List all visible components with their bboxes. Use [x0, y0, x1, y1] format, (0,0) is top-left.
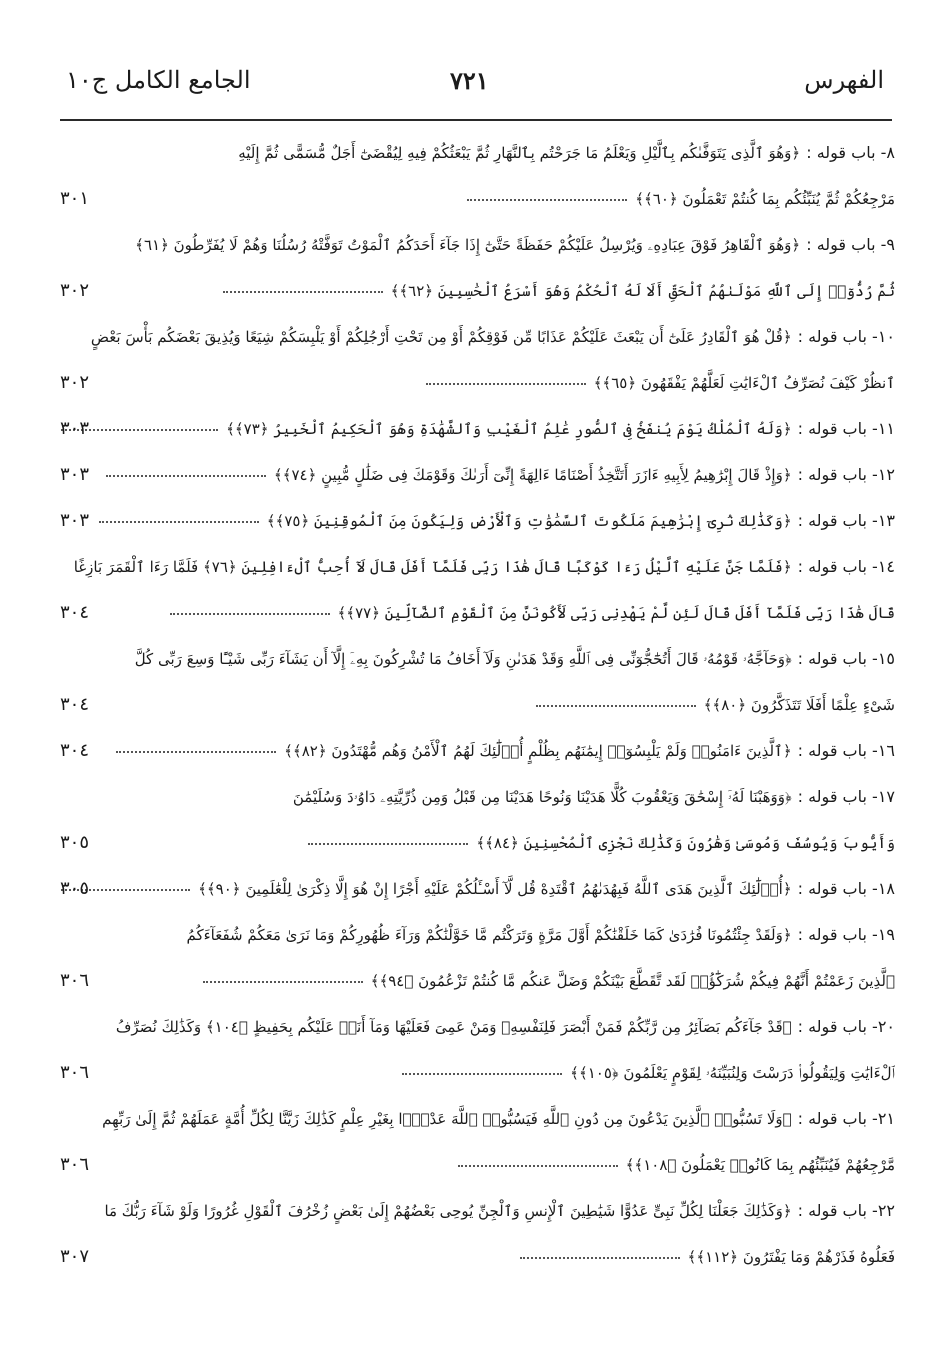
index-entry [60, 912, 895, 1004]
entry-line [60, 728, 895, 774]
entry-verse-text: ﴿وَحَآجَّهُۥ قَوْمُهُۥ قَالَ أَتُحَٰٓجُّوٓنِّى فِى ٱللَّهِ وَقَدْ هَدَىٰنِ وَلَآ أَخَافُ مَا تُشْرِكُونَ بِهِۦٓ إِلَّآ أَن يَشَآءَ رَبِّى شَيْـًٔا وَسِعَ رَبِّى كُلَّ [134, 650, 792, 668]
page-number: ٧٢١ [450, 66, 489, 95]
entry-page-number: ٣٠٦ [60, 1062, 90, 1083]
entry-verse-text: ﴿وَكَذَٰلِكَ جَعَلْنَا لِكُلِّ نَبِىٍّ عَدُوًّا شَيَٰطِينَ ٱلْإِنسِ وَٱلْجِنِّ يُوحِى بَعْضُهُمْ إِلَىٰ بَعْضٍ زُخْرُفَ ٱلْقَوْلِ غُرُورًا وَلَوْ شَآءَ رَبُّكَ مَا [104, 1202, 792, 1220]
leader-dots [402, 1073, 562, 1075]
entry-verse-text: شَىْءٍ عِلْمًا أَفَلَا تَتَذَكَّرُونَ ﴿٨٠﴾﴾ [703, 696, 895, 714]
section-title: الفهرس [804, 66, 884, 94]
entry-verse-text: مَّرْجِعُهُمْ فَيُنَبِّئُهُم بِمَا كَانُوا۟ يَعْمَلُونَ ﴿١٠٨﴾﴾ [625, 1156, 895, 1174]
entry-label: ١٠- باب قوله : [797, 327, 895, 346]
entry-page-number: ٣٠٢ [60, 372, 90, 393]
entry-verse-text: قَالَ هَٰذَا رَبِّى فَلَمَّآ أَفَلَ قَالَ لَئِن لَّمْ يَهْدِنِى رَبِّى لَأَكُونَنَّ مِنَ ٱلْقَوْمِ ٱلضَّآلِّينَ ﴿٧٧﴾﴾ [337, 604, 895, 622]
leader-dots [203, 981, 363, 983]
running-title: الجامع الكامل ج١٠ [66, 66, 251, 94]
entry-page-number: ٣٠٦ [60, 1154, 90, 1175]
entry-line [60, 866, 895, 912]
entry-page-number: ٣٠٣ [60, 418, 90, 439]
entry-verse-text: ﴿فَلَمَّا جَنَّ عَلَيْهِ ٱلَّيْلُ رَءَا كَوْكَبًا قَالَ هَٰذَا رَبِّى فَلَمَّآ أَفَلَ قَالَ لَآ أُحِبُّ ٱلْءَافِلِينَ ﴿٧٦﴾ فَلَمَّا رَءَا ٱلْقَمَرَ بَازِغًا [73, 558, 792, 576]
entry-page-number: ٣٠٤ [60, 602, 90, 623]
entry-line [60, 1096, 895, 1142]
entry-line [60, 682, 895, 728]
entry-label: ٢٠- باب قوله : [797, 1017, 895, 1036]
entry-label: ١٤- باب قوله : [797, 557, 895, 576]
entry-page-number: ٣٠٦ [60, 970, 90, 991]
entry-label: ١٢- باب قوله : [797, 465, 895, 484]
entry-line [60, 498, 895, 544]
entry-label: ١٧- باب قوله : [797, 787, 895, 806]
entry-page-number: ٣٠٥ [60, 878, 90, 899]
leader-dots [536, 705, 696, 707]
index-entry [60, 544, 895, 636]
leader-dots [223, 291, 383, 293]
entry-verse-text: ﴿وَلَهُ ٱلْمُلْكُ يَوْمَ يُنفَخُ فِى ٱلصُّورِ عَٰلِمُ ٱلْغَيْبِ وَٱلشَّهَٰدَةِ وَهُوَ ٱلْحَكِيمُ ٱلْخَبِيرُ ﴿٧٣﴾﴾ [226, 420, 792, 438]
entry-label: ٩- باب قوله : [806, 235, 895, 254]
entry-verse-text: ثُمَّ رُدُّوٓا۟ إِلَى ٱللَّهِ مَوْلَىٰهُمُ ٱلْحَقِّ أَلَا لَهُ ٱلْحُكْمُ وَهُوَ أَسْرَعُ ٱلْحَٰسِبِينَ ﴿٦٢﴾﴾ [390, 282, 895, 300]
index-entry [60, 406, 895, 452]
entry-verse-text: ﴿وَلَا تَسُبُّوا۟ ٱلَّذِينَ يَدْعُونَ مِن دُونِ ٱللَّهِ فَيَسُبُّوا۟ ٱللَّهَ عَدْوًۢا بِغَيْرِ عِلْمٍ كَذَٰلِكَ زَيَّنَّا لِكُلِّ أُمَّةٍ عَمَلَهُمْ ثُمَّ إِلَىٰ رَبِّهِم [102, 1110, 792, 1128]
entry-line [60, 958, 895, 1004]
entry-line [60, 820, 895, 866]
entry-page-number: ٣٠٢ [60, 280, 90, 301]
leader-dots [170, 613, 330, 615]
entry-verse-text: ﴿وَهُوَ ٱلَّذِى يَتَوَفَّىٰكُم بِٱلَّيْلِ وَيَعْلَمُ مَا جَرَحْتُم بِٱلنَّهَارِ ثُمَّ يَبْعَثُكُمْ فِيهِ لِيُقْضَىٰٓ أَجَلٌ مُّسَمًّى ثُمَّ إِلَيْهِ [238, 144, 801, 162]
entry-line [60, 1188, 895, 1234]
leader-dots [458, 1165, 618, 1167]
index-entry [60, 1004, 895, 1096]
leader-dots [99, 521, 259, 523]
entry-line [60, 222, 895, 268]
index-entry [60, 866, 895, 912]
leader-dots [308, 843, 468, 845]
entry-verse-text: ﴿وَهُوَ ٱلْقَاهِرُ فَوْقَ عِبَادِهِۦ وَيُرْسِلُ عَلَيْكُمْ حَفَظَةً حَتَّىٰٓ إِذَا جَآءَ أَحَدَكُمُ ٱلْمَوْتُ تَوَفَّتْهُ رُسُلُنَا وَهُمْ لَا يُفَرِّطُونَ ﴿٦١﴾ [135, 236, 801, 254]
entry-page-number: ٣٠٣ [60, 464, 90, 485]
entry-verse-text: ﴿ٱلَّذِينَ ءَامَنُوا۟ وَلَمْ يَلْبِسُوٓا۟ إِيمَٰنَهُم بِظُلْمٍ أُو۟لَٰٓئِكَ لَهُمُ ٱلْأَمْنُ وَهُم مُّهْتَدُونَ ﴿٨٢﴾﴾ [284, 742, 792, 760]
entry-line [60, 636, 895, 682]
entry-line [60, 1142, 895, 1188]
entry-line [60, 130, 895, 176]
entry-label: ١٩- باب قوله : [797, 925, 895, 944]
entry-verse-text: ﴿وَإِذْ قَالَ إِبْرَٰهِيمُ لِأَبِيهِ ءَازَرَ أَتَتَّخِذُ أَصْنَامًا ءَالِهَةً إِنِّىٓ أَرَىٰكَ وَقَوْمَكَ فِى ضَلَٰلٍ مُّبِينٍ ﴿٧٤﴾﴾ [273, 466, 792, 484]
index-entries [60, 130, 895, 1280]
entry-verse-text: ٱلَّذِينَ زَعَمْتُمْ أَنَّهُمْ فِيكُمْ شُرَكَٰٓؤُا۟ لَقَد تَّقَطَّعَ بَيْنَكُمْ وَضَلَّ عَنكُم مَّا كُنتُمْ تَزْعُمُونَ ﴿٩٤﴾﴾ [370, 972, 895, 990]
entry-verse-text: فَعَلُوهُ فَذَرْهُمْ وَمَا يَفْتَرُونَ ﴿١١٢﴾﴾ [687, 1248, 895, 1266]
entry-verse-text: ٱنظُرْ كَيْفَ نُصَرِّفُ ٱلْءَايَٰتِ لَعَلَّهُمْ يَفْقَهُونَ ﴿٦٥﴾﴾ [593, 374, 895, 392]
entry-line [60, 590, 895, 636]
entry-line [60, 544, 895, 590]
entry-line [60, 774, 895, 820]
index-entry [60, 1188, 895, 1280]
leader-dots [106, 475, 266, 477]
entry-verse-text: ﴿قَدْ جَآءَكُم بَصَآئِرُ مِن رَّبِّكُمْ فَمَنْ أَبْصَرَ فَلِنَفْسِهِۦ وَمَنْ عَمِىَ فَعَلَيْهَا وَمَآ أَنَا۠ عَلَيْكُم بِحَفِيظٍ ﴿١٠٤﴾ وَكَذَٰلِكَ نُصَرِّفُ [115, 1018, 792, 1036]
entry-verse-text: ﴿وَلَقَدْ جِئْتُمُونَا فُرَٰدَىٰ كَمَا خَلَقْنَٰكُمْ أَوَّلَ مَرَّةٍ وَتَرَكْتُم مَّا خَوَّلْنَٰكُمْ وَرَآءَ ظُهُورِكُمْ وَمَا نَرَىٰ مَعَكُمْ شُفَعَآءَكُمُ [186, 926, 792, 944]
index-entry [60, 452, 895, 498]
index-entry [60, 774, 895, 866]
index-entry [60, 498, 895, 544]
index-entry [60, 130, 895, 222]
entry-verse-text: ﴿وَكَذَٰلِكَ نُرِىٓ إِبْرَٰهِيمَ مَلَكُوتَ ٱلسَّمَٰوَٰتِ وَٱلْأَرْضِ وَلِيَكُونَ مِنَ ٱلْمُوقِنِينَ ﴿٧٥﴾﴾ [266, 512, 792, 530]
entry-label: ٨- باب قوله : [806, 143, 895, 162]
entry-verse-text: وَأَيُّوبَ وَيُوسُفَ وَمُوسَىٰ وَهَٰرُونَ وَكَذَٰلِكَ نَجْزِى ٱلْمُحْسِنِينَ ﴿٨٤﴾﴾ [476, 834, 895, 852]
entry-label: ١٨- باب قوله : [797, 879, 895, 898]
entry-line [60, 1004, 895, 1050]
entry-page-number: ٣٠١ [60, 188, 90, 209]
entry-line [60, 1234, 895, 1280]
index-entry [60, 728, 895, 774]
header-rule [60, 119, 892, 121]
leader-dots [116, 751, 276, 753]
entry-line [60, 406, 895, 452]
entry-line [60, 268, 895, 314]
entry-label: ٢١- باب قوله : [797, 1109, 895, 1128]
index-entry [60, 314, 895, 406]
entry-page-number: ٣٠٤ [60, 694, 90, 715]
entry-label: ١٣- باب قوله : [797, 511, 895, 530]
entry-page-number: ٣٠٤ [60, 740, 90, 761]
entry-line [60, 314, 895, 360]
entry-page-number: ٣٠٣ [60, 510, 90, 531]
leader-dots [520, 1257, 680, 1259]
index-entry [60, 1096, 895, 1188]
index-entry [60, 222, 895, 314]
entry-label: ٢٢- باب قوله : [797, 1201, 895, 1220]
entry-verse-text: مَرْجِعُكُمْ ثُمَّ يُنَبِّئُكُم بِمَا كُنتُمْ تَعْمَلُونَ ﴿٦٠﴾﴾ [635, 190, 895, 208]
entry-verse-text: ٱلْءَايَٰتِ وَلِيَقُولُوا۟ دَرَسْتَ وَلِنُبَيِّنَهُۥ لِقَوْمٍ يَعْلَمُونَ ﴿١٠٥﴾﴾ [570, 1064, 895, 1082]
entry-label: ١١- باب قوله : [797, 419, 895, 438]
entry-line [60, 176, 895, 222]
entry-verse-text: ﴿أُو۟لَٰٓئِكَ ٱلَّذِينَ هَدَى ٱللَّهُ فَبِهُدَىٰهُمُ ٱقْتَدِهْ قُل لَّآ أَسْـَٔلُكُمْ عَلَيْهِ أَجْرًا إِنْ هُوَ إِلَّا ذِكْرَىٰ لِلْعَٰلَمِينَ ﴿٩٠﴾﴾ [198, 880, 792, 898]
entry-line [60, 912, 895, 958]
leader-dots [467, 199, 627, 201]
entry-label: ١٦- باب قوله : [797, 741, 895, 760]
index-entry [60, 636, 895, 728]
entry-page-number: ٣٠٧ [60, 1246, 90, 1267]
entry-line [60, 1050, 895, 1096]
entry-line [60, 452, 895, 498]
entry-verse-text: ﴿وَوَهَبْنَا لَهُۥٓ إِسْحَٰقَ وَيَعْقُوبَ كُلًّا هَدَيْنَا وَنُوحًا هَدَيْنَا مِن قَبْلُ وَمِن ذُرِّيَّتِهِۦ دَاوُۥدَ وَسُلَيْمَٰنَ [292, 788, 792, 806]
entry-page-number: ٣٠٥ [60, 832, 90, 853]
entry-line [60, 360, 895, 406]
entry-verse-text: ﴿قُلْ هُوَ ٱلْقَادِرُ عَلَىٰٓ أَن يَبْعَثَ عَلَيْكُمْ عَذَابًا مِّن فَوْقِكُمْ أَوْ مِن تَحْتِ أَرْجُلِكُمْ أَوْ يَلْبِسَكُمْ شِيَعًا وَيُذِيقَ بَعْضَكُم بَأْسَ بَعْضٍ [90, 328, 792, 346]
entry-label: ١٥- باب قوله : [797, 649, 895, 668]
leader-dots [426, 383, 586, 385]
